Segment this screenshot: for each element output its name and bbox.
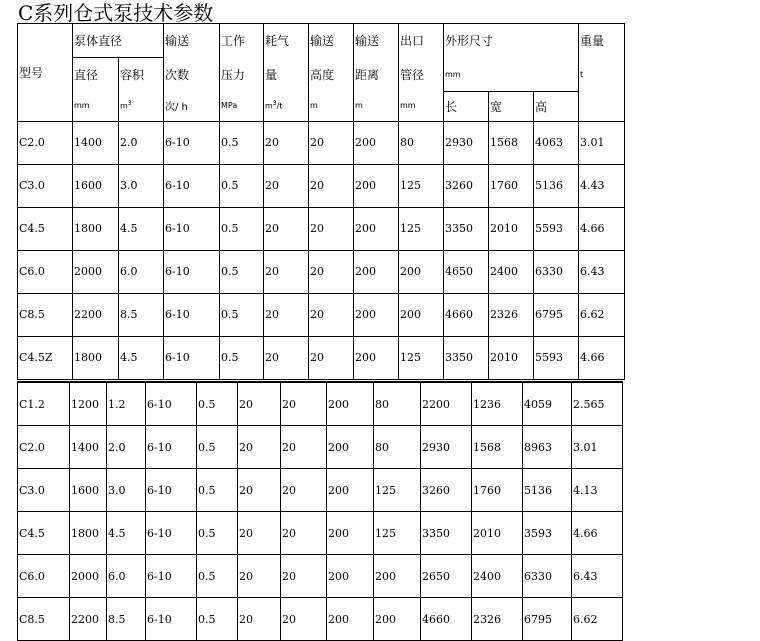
header-volume: 容积	[119, 58, 164, 92]
value-cell: 6-10	[146, 426, 197, 469]
unit-pipe-mm: mm	[399, 91, 444, 121]
value-cell: 6-10	[164, 121, 220, 164]
value-cell: 5136	[523, 469, 572, 512]
header-times: 次数	[164, 58, 220, 92]
value-cell: 6-10	[164, 207, 220, 250]
value-cell: 3593	[523, 512, 572, 555]
value-cell: 80	[374, 426, 421, 469]
value-cell: 200	[354, 250, 399, 293]
value-cell: 0.5	[197, 382, 238, 426]
value-cell: 2.0	[119, 121, 164, 164]
value-cell: 6-10	[164, 250, 220, 293]
value-cell: 1568	[472, 426, 523, 469]
value-cell: 0.5	[197, 426, 238, 469]
value-cell: 20	[281, 555, 327, 598]
value-cell: 1600	[73, 164, 119, 207]
unit-times: 次/ h	[164, 91, 220, 121]
table-row	[18, 555, 623, 598]
value-cell: 6.0	[107, 555, 146, 598]
header-conveying-2: 输送	[354, 24, 399, 58]
header-length: 长	[444, 91, 489, 121]
value-cell: 80	[374, 382, 421, 426]
value-cell: 4.66	[579, 336, 625, 379]
table-row	[18, 382, 623, 426]
value-cell: 2400	[472, 555, 523, 598]
value-cell: 5136	[534, 164, 579, 207]
value-cell: 125	[399, 207, 444, 250]
header-model: 型号	[18, 24, 73, 122]
value-cell: 4.43	[579, 164, 625, 207]
value-cell: 200	[354, 336, 399, 379]
value-cell: 20	[264, 121, 309, 164]
value-cell: 4.5	[119, 207, 164, 250]
model-cell: C1.2	[18, 382, 70, 426]
value-cell: 1.2	[107, 382, 146, 426]
header-weight: 重量	[579, 24, 625, 58]
unit-mm: mm	[73, 91, 119, 121]
value-cell: 20	[238, 512, 281, 555]
value-cell: 6795	[523, 598, 572, 641]
value-cell: 3260	[444, 164, 489, 207]
value-cell: 3260	[421, 469, 472, 512]
table-row	[18, 121, 625, 164]
table-row	[18, 250, 625, 293]
value-cell: 20	[309, 250, 354, 293]
header-delivery: 输送	[164, 24, 220, 58]
header-outer-unit: mm	[444, 58, 579, 92]
model-cell: C3.0	[18, 469, 70, 512]
value-cell: 200	[327, 426, 374, 469]
header-pump-body-diameter: 泵体直径	[73, 24, 164, 58]
unit-m3: $m^3$	[119, 91, 164, 121]
header-outer-size: 外形尺寸	[444, 24, 579, 58]
value-cell: 2930	[421, 426, 472, 469]
header-tall: 高	[534, 91, 579, 121]
unit-m-distance: m	[354, 91, 399, 121]
value-cell: 1600	[70, 469, 107, 512]
value-cell: 200	[327, 469, 374, 512]
value-cell: 2.0	[107, 426, 146, 469]
value-cell: 2200	[421, 382, 472, 426]
value-cell: 20	[281, 426, 327, 469]
value-cell: 2000	[70, 555, 107, 598]
value-cell: 6-10	[164, 336, 220, 379]
value-cell: 6-10	[146, 512, 197, 555]
model-cell: C2.0	[18, 426, 70, 469]
header-diameter: 直径	[73, 58, 119, 92]
value-cell: 2010	[489, 207, 534, 250]
value-cell: 200	[374, 598, 421, 641]
table-row	[18, 293, 625, 336]
value-cell: 6.0	[119, 250, 164, 293]
value-cell: 5593	[534, 207, 579, 250]
value-cell: 4.5	[119, 336, 164, 379]
table-row	[18, 164, 625, 207]
value-cell: 200	[327, 512, 374, 555]
value-cell: 3350	[444, 336, 489, 379]
value-cell: 1400	[70, 426, 107, 469]
value-cell: 8.5	[107, 598, 146, 641]
value-cell: 200	[399, 293, 444, 336]
value-cell: 1800	[73, 336, 119, 379]
value-cell: 20	[309, 121, 354, 164]
value-cell: 2326	[472, 598, 523, 641]
header-amount: 量	[264, 58, 309, 92]
value-cell: 3.0	[119, 164, 164, 207]
table-row	[18, 426, 623, 469]
value-cell: 20	[238, 598, 281, 641]
value-cell: 1760	[489, 164, 534, 207]
table-row	[18, 512, 623, 555]
value-cell: 3.01	[572, 426, 623, 469]
value-cell: 2930	[444, 121, 489, 164]
value-cell: 20	[309, 164, 354, 207]
value-cell: 200	[354, 207, 399, 250]
value-cell: 20	[238, 469, 281, 512]
header-width: 宽	[489, 91, 534, 121]
value-cell: 1200	[70, 382, 107, 426]
model-cell: C8.5	[18, 293, 73, 336]
header-air-consumption: 耗气	[264, 24, 309, 58]
model-cell: C4.5Z	[18, 336, 73, 379]
header-pressure: 压力	[220, 58, 264, 92]
value-cell: 0.5	[220, 293, 264, 336]
value-cell: 8963	[523, 426, 572, 469]
value-cell: 6.43	[579, 250, 625, 293]
value-cell: 20	[281, 598, 327, 641]
value-cell: 6.62	[579, 293, 625, 336]
header-weight-unit: t	[579, 58, 625, 92]
value-cell: 2200	[70, 598, 107, 641]
value-cell: 4.66	[579, 207, 625, 250]
value-cell: 4.13	[572, 469, 623, 512]
unit-m-height: m	[309, 91, 354, 121]
value-cell: 4.5	[107, 512, 146, 555]
value-cell: 6-10	[164, 164, 220, 207]
page-title: C系列仓式泵技术参数	[18, 1, 214, 25]
value-cell: 6795	[534, 293, 579, 336]
value-cell: 200	[399, 250, 444, 293]
value-cell: 8.5	[119, 293, 164, 336]
value-cell: 6-10	[146, 382, 197, 426]
value-cell: 200	[327, 555, 374, 598]
value-cell: 4.66	[572, 512, 623, 555]
value-cell: 20	[264, 164, 309, 207]
value-cell: 3350	[444, 207, 489, 250]
value-cell: 20	[281, 382, 327, 426]
value-cell: 20	[309, 336, 354, 379]
value-cell: 1800	[70, 512, 107, 555]
value-cell: 20	[281, 512, 327, 555]
value-cell: 4660	[421, 598, 472, 641]
header-conveying-1: 输送	[309, 24, 354, 58]
value-cell: 2010	[472, 512, 523, 555]
header-weight-blank	[579, 91, 625, 121]
model-cell: C4.5	[18, 512, 70, 555]
value-cell: 3.0	[107, 469, 146, 512]
value-cell: 2010	[489, 336, 534, 379]
value-cell: 0.5	[220, 336, 264, 379]
value-cell: 80	[399, 121, 444, 164]
model-cell: C8.5	[18, 598, 70, 641]
header-height: 高度	[309, 58, 354, 92]
value-cell: 200	[327, 598, 374, 641]
value-cell: 20	[309, 207, 354, 250]
model-cell: C6.0	[18, 250, 73, 293]
value-cell: 5593	[534, 336, 579, 379]
value-cell: 200	[354, 293, 399, 336]
value-cell: 20	[238, 382, 281, 426]
value-cell: 200	[354, 121, 399, 164]
value-cell: 125	[399, 336, 444, 379]
unit-m3t: $m^3/t$	[264, 91, 309, 121]
header-pipe-diameter: 管径	[399, 58, 444, 92]
value-cell: 125	[399, 164, 444, 207]
value-cell: 4059	[523, 382, 572, 426]
value-cell: 2650	[421, 555, 472, 598]
value-cell: 20	[238, 426, 281, 469]
value-cell: 1568	[489, 121, 534, 164]
spec-table-bottom	[17, 381, 623, 641]
value-cell: 6.43	[572, 555, 623, 598]
value-cell: 6330	[534, 250, 579, 293]
value-cell: 20	[264, 250, 309, 293]
spec-table-top	[17, 23, 625, 380]
model-cell: C3.0	[18, 164, 73, 207]
value-cell: 3350	[421, 512, 472, 555]
model-cell: C4.5	[18, 207, 73, 250]
header-outlet: 出口	[399, 24, 444, 58]
value-cell: 2326	[489, 293, 534, 336]
table-row	[18, 336, 625, 379]
value-cell: 2.565	[572, 382, 623, 426]
value-cell: 200	[354, 164, 399, 207]
value-cell: 125	[374, 469, 421, 512]
value-cell: 6-10	[164, 293, 220, 336]
value-cell: 200	[374, 555, 421, 598]
value-cell: 0.5	[197, 469, 238, 512]
unit-mpa: MPa	[220, 91, 264, 121]
value-cell: 1400	[73, 121, 119, 164]
table-row	[18, 598, 623, 641]
value-cell: 3.01	[579, 121, 625, 164]
model-cell: C6.0	[18, 555, 70, 598]
value-cell: 0.5	[197, 555, 238, 598]
header-distance: 距离	[354, 58, 399, 92]
value-cell: 4063	[534, 121, 579, 164]
value-cell: 6.62	[572, 598, 623, 641]
value-cell: 4660	[444, 293, 489, 336]
value-cell: 20	[264, 336, 309, 379]
value-cell: 6330	[523, 555, 572, 598]
value-cell: 0.5	[220, 250, 264, 293]
value-cell: 0.5	[197, 512, 238, 555]
value-cell: 6-10	[146, 555, 197, 598]
value-cell: 0.5	[220, 121, 264, 164]
value-cell: 20	[264, 293, 309, 336]
value-cell: 2000	[73, 250, 119, 293]
model-cell: C2.0	[18, 121, 73, 164]
table-row	[18, 469, 623, 512]
value-cell: 20	[309, 293, 354, 336]
value-cell: 6-10	[146, 598, 197, 641]
value-cell: 20	[264, 207, 309, 250]
value-cell: 1236	[472, 382, 523, 426]
value-cell: 200	[327, 382, 374, 426]
value-cell: 2200	[73, 293, 119, 336]
value-cell: 2400	[489, 250, 534, 293]
value-cell: 0.5	[220, 207, 264, 250]
value-cell: 20	[238, 555, 281, 598]
value-cell: 0.5	[220, 164, 264, 207]
table-row	[18, 207, 625, 250]
value-cell: 0.5	[197, 598, 238, 641]
value-cell: 1760	[472, 469, 523, 512]
value-cell: 6-10	[146, 469, 197, 512]
value-cell: 125	[374, 512, 421, 555]
value-cell: 20	[281, 469, 327, 512]
value-cell: 4650	[444, 250, 489, 293]
header-working: 工作	[220, 24, 264, 58]
value-cell: 1800	[73, 207, 119, 250]
